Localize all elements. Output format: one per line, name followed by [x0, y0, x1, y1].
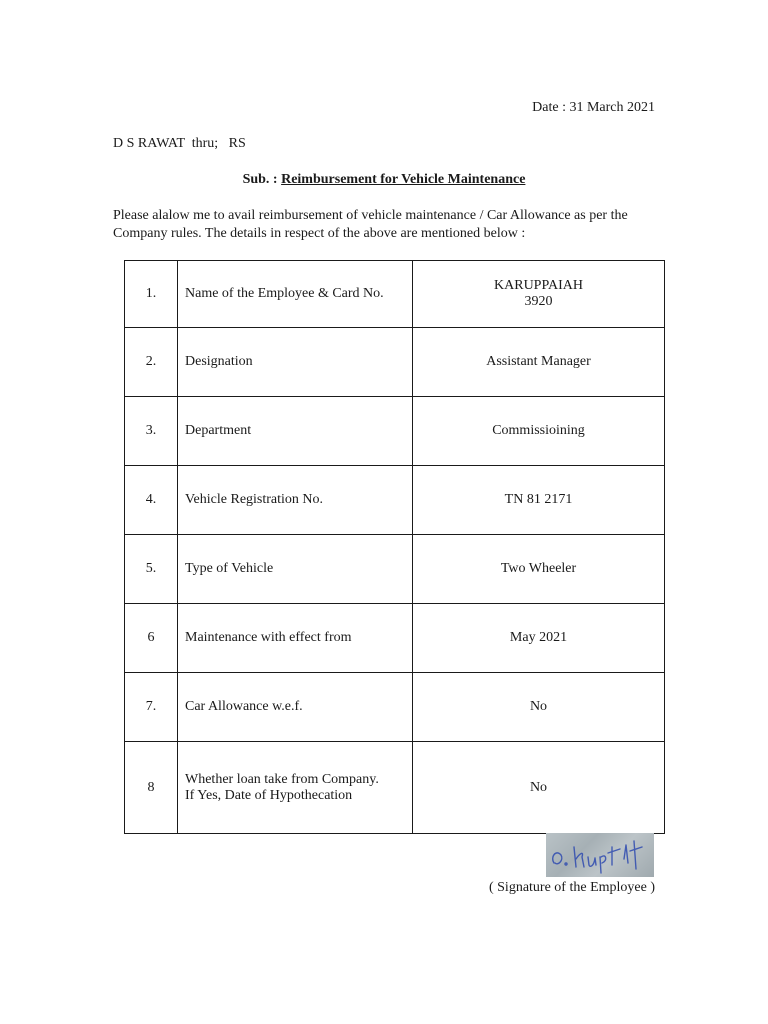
row-number: 2.	[125, 328, 178, 397]
details-table-body	[125, 261, 665, 834]
row-label-line: If Yes, Date of Hypothecation	[185, 787, 353, 803]
row-label	[178, 673, 413, 742]
body-paragraph: Please alalow me to avail reimbursement of vehicle maintenance / Car Allowance as per the Company rules. The details in respect of the above are mentioned below :	[113, 208, 628, 241]
row-value-line: No	[529, 699, 548, 714]
signature-scribble	[546, 833, 654, 877]
table-row	[125, 328, 665, 397]
subject-text: Reimbursement for Vehicle Maintenance	[281, 172, 526, 187]
row-value	[413, 328, 665, 397]
table-row	[125, 673, 665, 742]
row-label	[178, 604, 413, 673]
date-line: Date : 31 March 2021	[532, 100, 655, 115]
row-label-line: Type of Vehicle	[185, 561, 274, 576]
row-number: 7.	[125, 673, 178, 742]
row-number: 3.	[125, 397, 178, 466]
row-label	[178, 261, 413, 328]
row-number: 6	[125, 604, 178, 673]
row-value	[413, 466, 665, 535]
table-row	[125, 261, 665, 328]
row-value	[413, 673, 665, 742]
row-label-line: Name of the Employee & Card No.	[185, 286, 384, 301]
row-value	[413, 604, 665, 673]
row-label	[178, 397, 413, 466]
signature-caption: ( Signature of the Employee )	[488, 880, 655, 895]
row-value-line: May 2021	[509, 630, 568, 645]
row-label-line: Department	[185, 423, 252, 438]
row-value-line: 3920	[524, 294, 553, 309]
row-value	[413, 261, 665, 328]
row-value	[413, 535, 665, 604]
row-label	[178, 466, 413, 535]
row-value-line: TN 81 2171	[504, 492, 573, 507]
row-label	[178, 535, 413, 604]
row-label-line: Whether loan take from Company.	[185, 771, 379, 787]
row-value-line: Assistant Manager	[486, 354, 591, 369]
row-label	[178, 742, 413, 834]
table-row	[125, 397, 665, 466]
row-label-line: Vehicle Registration No.	[185, 492, 324, 507]
row-label-line: Car Allowance w.e.f.	[185, 699, 303, 714]
subject-prefix: Sub. :	[242, 172, 278, 187]
row-value	[413, 397, 665, 466]
table-row	[125, 604, 665, 673]
subject-line	[0, 172, 768, 188]
row-number: 4.	[125, 466, 178, 535]
row-value-line: KARUPPAIAH	[494, 278, 583, 293]
signature-image	[546, 833, 654, 877]
row-value	[413, 742, 665, 834]
addressee-line: D S RAWAT thru; RS	[113, 136, 246, 151]
table-row	[125, 742, 665, 834]
row-number: 8	[125, 742, 178, 834]
row-label-line: Designation	[185, 354, 253, 369]
table-row	[125, 466, 665, 535]
row-label-line: Maintenance with effect from	[185, 630, 352, 645]
row-number: 1.	[125, 261, 178, 328]
row-number: 5.	[125, 535, 178, 604]
row-label	[178, 328, 413, 397]
table-row	[125, 535, 665, 604]
details-table	[124, 260, 665, 834]
row-value-line: No	[529, 779, 548, 795]
row-value-line: Two Wheeler	[500, 561, 577, 576]
row-value-line: Commissioining	[492, 423, 585, 438]
